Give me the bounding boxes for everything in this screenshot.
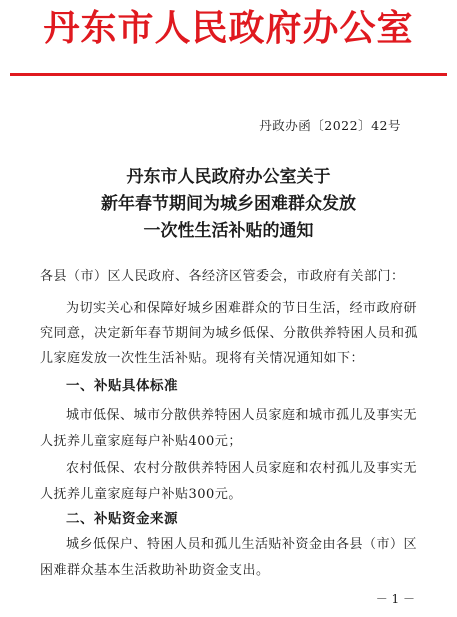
paragraph-line: 为切实关心和保障好城乡困难群众的节日生活，经市政府研: [66, 301, 418, 316]
intro-paragraph: [40, 296, 424, 371]
document-title: [0, 164, 457, 245]
paragraph-line: 城乡低保户、特困人员和孤儿生活贴补资金由各县（市）区: [66, 537, 418, 552]
funding-paragraph: [40, 532, 424, 584]
title-line: 一次性生活补贴的通知: [143, 221, 314, 241]
paragraph-line: 困难群众基本生活救助补助资金支出。: [40, 563, 270, 578]
title-line: 丹东市人民政府办公室关于: [126, 167, 331, 187]
paragraph-line: 人抚养儿童家庭每户补贴400元；: [40, 434, 242, 449]
section-heading-standards: 一、补贴具体标准: [66, 378, 178, 394]
addressee-line: 各县（市）区人民政府、各经济区管委会，市政府有关部门：: [40, 269, 405, 284]
document-number: 丹政办函〔2022〕42号: [259, 118, 401, 133]
paragraph-line: 农村低保、农村分散供养特困人员家庭和农村孤儿及事实无: [66, 461, 418, 476]
paragraph-line: 人抚养儿童家庭每户补贴300元。: [40, 487, 242, 502]
paragraph-line: 儿家庭发放一次性生活补贴。现将有关情况通知如下：: [40, 351, 365, 366]
title-line: 新年春节期间为城乡困难群众发放: [101, 194, 356, 214]
paragraph-line: 城市低保、城市分散供养特困人员家庭和城市孤儿及事实无: [66, 408, 418, 423]
paragraph-line: 究同意，决定新年春节期间为城乡低保、分散供养特困人员和孤: [40, 326, 419, 341]
urban-subsidy-paragraph: [40, 403, 424, 455]
red-divider-line: [10, 73, 447, 76]
section-heading-funding: 二、补贴资金来源: [66, 511, 178, 527]
page-number: － 1 －: [375, 592, 415, 606]
issuing-office-header: 丹东市人民政府办公室: [43, 8, 414, 49]
rural-subsidy-paragraph: [40, 456, 424, 508]
